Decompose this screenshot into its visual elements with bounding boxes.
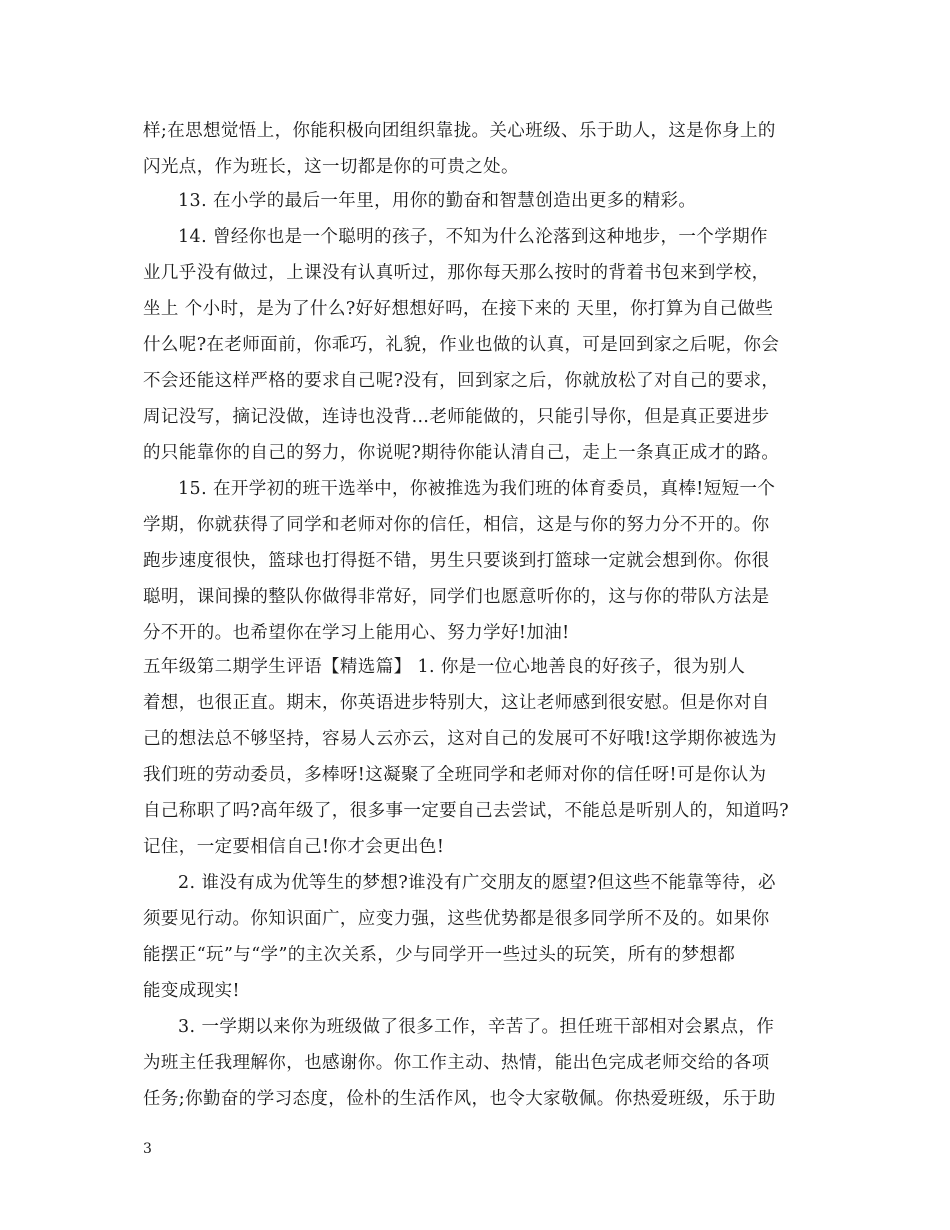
text-line: 能变成现实! <box>143 981 240 1001</box>
text-line: 聪明，课间操的整队你做得非常好，同学们也愿意听你的，这与你的带队方法是 <box>143 587 770 607</box>
text-line: 己的想法总不够坚持，容易人云亦云，这对自己的发展可不好哦!这学期你被选为 <box>143 729 777 749</box>
text-line: 的只能靠你的自己的努力，你说呢?期待你能认清自己，走上一条真正成才的路。 <box>143 443 780 463</box>
text-line: 分不开的。也希望你在学习上能用心、努力学好!加油! <box>143 623 570 643</box>
text-line: 须要见行动。你知识面广，应变力强，这些优势都是很多同学所不及的。如果你 <box>143 909 770 929</box>
section-heading-line: 五年级第二期学生评语【精选篇】 1. 你是一位心地善良的好孩子，很为别人 <box>143 657 746 677</box>
text-line: 13. 在小学的最后一年里，用你的勤奋和智慧创造出更多的精彩。 <box>178 191 697 211</box>
text-line: 记住，一定要相信自己!你才会更出色! <box>143 837 445 857</box>
text-line: 任务;你勤奋的学习态度，俭朴的生活作风，也令大家敬佩。你热爱班级，乐于助 <box>143 1089 776 1109</box>
text-line: 不会还能这样严格的要求自己呢?没有，回到家之后，你就放松了对自己的要求， <box>143 371 780 391</box>
text-line: 坐上 个小时，是为了什么?好好想想好吗，在接下来的 天里，你打算为自己做些 <box>143 299 774 319</box>
text-line: 什么呢?在老师面前，你乖巧，礼貌，作业也做的认真，可是回到家之后呢，你会 <box>143 335 780 355</box>
text-line: 2. 谁没有成为优等生的梦想?谁没有广交朋友的愿望?但这些不能靠等待，必 <box>178 873 776 893</box>
text-line: 为班主任我理解你，也感谢你。你工作主动、热情，能出色完成老师交给的各项 <box>143 1053 770 1073</box>
text-line: 自己称职了吗?高年级了，很多事一定要自己去尝试，不能总是听别人的，知道吗? <box>143 801 790 821</box>
text-line: 14. 曾经你也是一个聪明的孩子，不知为什么沦落到这种地步，一个学期作 <box>178 227 768 247</box>
text-line: 15. 在开学初的班干选举中，你被推选为我们班的体育委员，真棒!短短一个 <box>178 479 776 499</box>
text-line: 我们班的劳动委员，多棒呀!这凝聚了全班同学和老师对你的信任呀!可是你认为 <box>143 765 767 785</box>
text-line: 能摆正“玩”与“学”的主次关系，少与同学开一些过头的玩笑，所有的梦想都 <box>143 945 736 965</box>
page-number: 3 <box>143 1141 152 1157</box>
text-line: 跑步速度很快，篮球也打得挺不错，男生只要谈到打篮球一定就会想到你。你很 <box>143 551 770 571</box>
text-line: 业几乎没有做过，上课没有认真听过，那你每天那么按时的背着书包来到学校， <box>143 263 770 283</box>
text-line: 周记没写，摘记没做，连诗也没背…老师能做的，只能引导你，但是真正要进步 <box>143 407 770 427</box>
text-line: 学期，你就获得了同学和老师对你的信任，相信，这是与你的努力分不开的。你 <box>143 515 770 535</box>
text-line: 闪光点，作为班长，这一切都是你的可贵之处。 <box>143 157 519 177</box>
text-line: 着想，也很正直。期末，你英语进步特别大，这让老师感到很安慰。但是你对自 <box>143 693 770 713</box>
text-line: 3. 一学期以来你为班级做了很多工作，辛苦了。担任班干部相对会累点，作 <box>178 1017 775 1037</box>
text-line: 样;在思想觉悟上，你能积极向团组织靠拢。关心班级、乐于助人，这是你身上的 <box>143 121 776 141</box>
